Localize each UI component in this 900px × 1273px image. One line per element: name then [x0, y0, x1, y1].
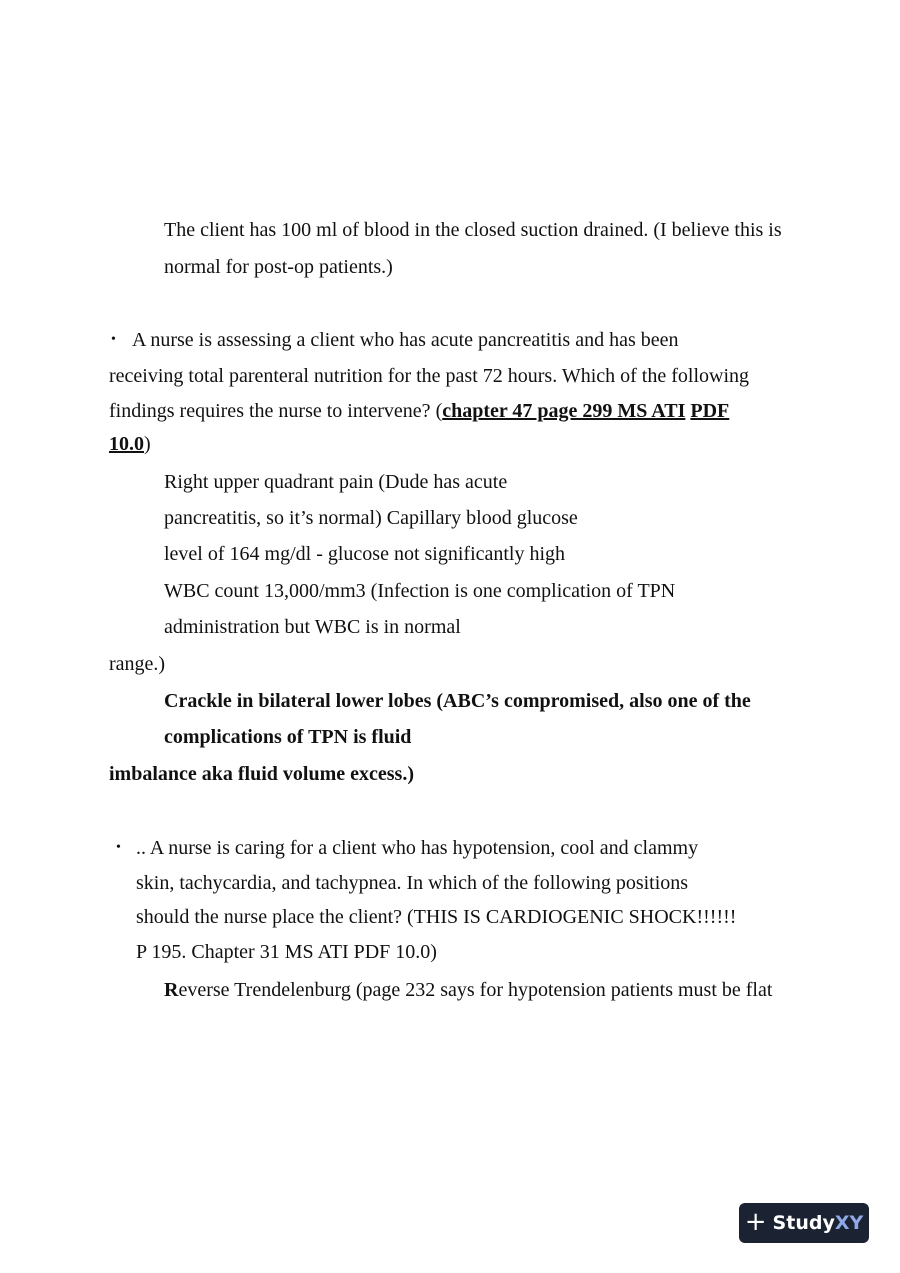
question-text: skin, tachycardia, and tachypnea. In which of the following positions [136, 872, 689, 894]
paragraph-line: normal for post-op patients.) [164, 256, 393, 278]
question-text: should the nurse place the client? (THIS IS CARDIOGENIC SHOCK!!!!!! [136, 906, 737, 928]
answer-option: Right upper quadrant pain (Dude has acute [164, 471, 508, 493]
answer-initial: R [164, 979, 179, 1001]
reference-link[interactable]: chapter 47 page 299 MS ATI [442, 400, 686, 422]
question-text-part: findings requires the nurse to intervene? ( [109, 400, 443, 422]
bullet-icon: • [116, 840, 121, 855]
correct-answer: imbalance aka fluid volume excess.) [109, 763, 414, 785]
paragraph-line: The client has 100 ml of blood in the closed suction drained. (I believe this is [164, 219, 782, 241]
bullet-icon: • [111, 332, 116, 347]
answer-option: administration but WBC is in normal [164, 616, 461, 638]
answer-option: level of 164 mg/dl - glucose not significantly high [164, 543, 566, 565]
question-text [109, 399, 729, 423]
correct-answer: complications of TPN is fluid [164, 726, 412, 748]
question-text: P 195. Chapter 31 MS ATI PDF 10.0) [136, 941, 437, 963]
plus-icon: + [744, 1206, 767, 1237]
question-text: receiving total parenteral nutrition for the past 72 hours. Which of the following [109, 365, 750, 387]
answer-text: everse Trendelenburg (page 232 says for hypotension patients must be flat [178, 979, 773, 1001]
answer-option [164, 978, 772, 1002]
logo-word-accent: XY [834, 1212, 864, 1234]
question-text: .. A nurse is caring for a client who has hypotension, cool and clammy [136, 837, 699, 859]
studyxy-logo[interactable] [739, 1203, 869, 1243]
question-text: A nurse is assessing a client who has acute pancreatitis and has been [132, 329, 679, 351]
reference-link[interactable]: 10.0 [109, 433, 144, 455]
question-text-part: ) [144, 433, 151, 455]
reference-link[interactable]: PDF [690, 400, 730, 422]
question-text [109, 432, 151, 456]
logo-word: Study [772, 1212, 835, 1234]
answer-option: pancreatitis, so it’s normal) Capillary blood glucose [164, 507, 578, 529]
answer-option: range.) [109, 653, 166, 675]
logo-text [773, 1212, 864, 1234]
correct-answer: Crackle in bilateral lower lobes (ABC’s compromised, also one of the [164, 690, 751, 712]
answer-option: WBC count 13,000/mm3 (Infection is one complication of TPN [164, 580, 676, 602]
